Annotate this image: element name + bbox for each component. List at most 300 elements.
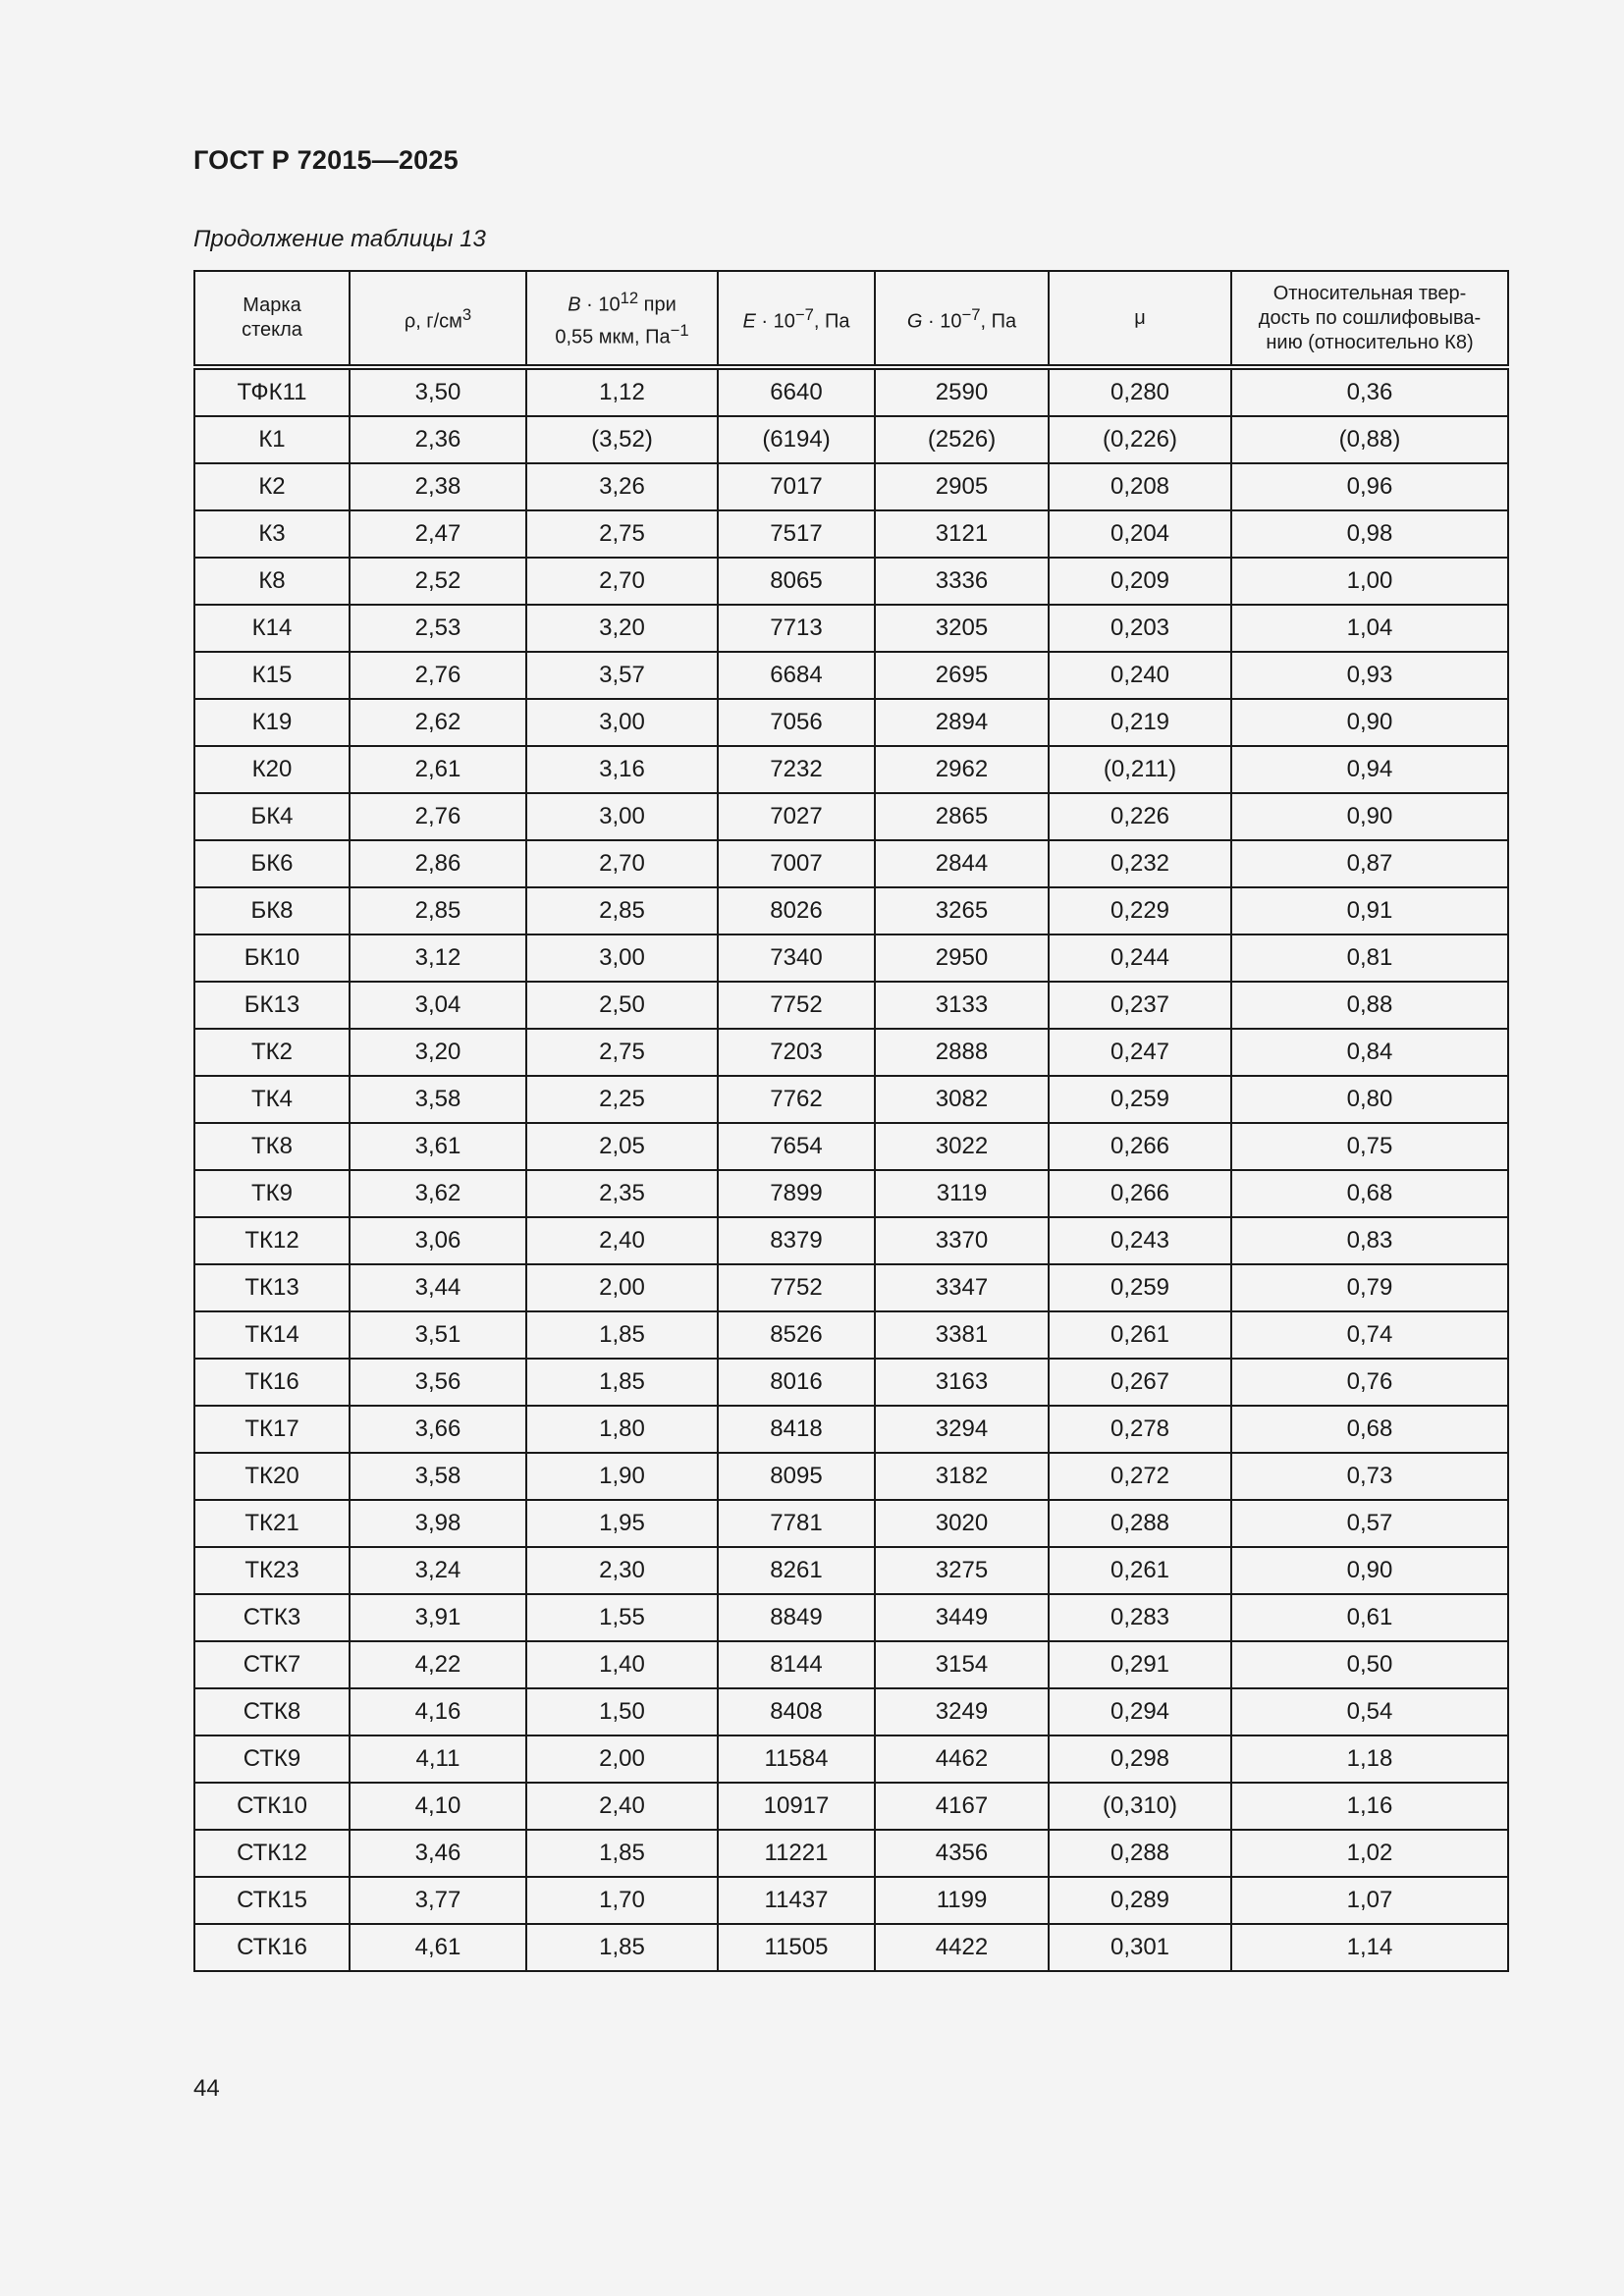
cell-photoelastic: 3,20 [526,605,718,652]
cell-density: 2,76 [350,652,526,699]
cell-relative-hardness: 0,50 [1231,1641,1508,1688]
col-header-text: Относительная твер- [1272,282,1467,304]
cell-relative-hardness: 0,68 [1231,1170,1508,1217]
cell-glass-grade: К15 [194,652,350,699]
cell-relative-hardness: 0,84 [1231,1029,1508,1076]
cell-photoelastic: 3,00 [526,793,718,840]
cell-young-modulus: 8418 [718,1406,875,1453]
cell-relative-hardness: 0,87 [1231,840,1508,887]
cell-photoelastic: 1,55 [526,1594,718,1641]
cell-poisson: 0,283 [1049,1594,1231,1641]
cell-shear-modulus: 3205 [875,605,1049,652]
cell-glass-grade: ТК17 [194,1406,350,1453]
cell-shear-modulus: 2865 [875,793,1049,840]
cell-poisson: 0,278 [1049,1406,1231,1453]
col-header-text: стекла [242,319,302,341]
table-row [194,840,1508,887]
cell-glass-grade: БК4 [194,793,350,840]
page-number: 44 [193,2075,220,2102]
table-row [194,558,1508,605]
cell-density: 3,04 [350,982,526,1029]
cell-glass-grade: ТК21 [194,1500,350,1547]
cell-relative-hardness: 0,98 [1231,510,1508,558]
cell-photoelastic: 2,70 [526,558,718,605]
cell-young-modulus: 8261 [718,1547,875,1594]
cell-photoelastic: (3,52) [526,416,718,463]
cell-density: 2,52 [350,558,526,605]
cell-shear-modulus: 3163 [875,1359,1049,1406]
cell-relative-hardness: 0,61 [1231,1594,1508,1641]
cell-poisson: 0,289 [1049,1877,1231,1924]
cell-shear-modulus: 2695 [875,652,1049,699]
table-row [194,1735,1508,1783]
col-header-text: μ [1134,306,1146,329]
cell-young-modulus: 8379 [718,1217,875,1264]
cell-young-modulus: 8144 [718,1641,875,1688]
cell-glass-grade: БК13 [194,982,350,1029]
cell-young-modulus: 8849 [718,1594,875,1641]
cell-relative-hardness: 0,91 [1231,887,1508,934]
table-row [194,1641,1508,1688]
cell-young-modulus: 10917 [718,1783,875,1830]
cell-shear-modulus: 1199 [875,1877,1049,1924]
cell-glass-grade: СТК15 [194,1877,350,1924]
col-header-text: · 10 [580,294,621,316]
cell-photoelastic: 1,85 [526,1359,718,1406]
cell-poisson: 0,237 [1049,982,1231,1029]
cell-glass-grade: ТК23 [194,1547,350,1594]
cell-shear-modulus: 3449 [875,1594,1049,1641]
cell-young-modulus: 8408 [718,1688,875,1735]
cell-relative-hardness: 0,57 [1231,1500,1508,1547]
table-row [194,1783,1508,1830]
col-header-young-modulus [718,271,875,367]
cell-relative-hardness: 0,79 [1231,1264,1508,1311]
cell-shear-modulus: 4462 [875,1735,1049,1783]
cell-shear-modulus: 4422 [875,1924,1049,1971]
cell-glass-grade: БК6 [194,840,350,887]
cell-shear-modulus: 2590 [875,367,1049,416]
cell-photoelastic: 2,00 [526,1264,718,1311]
cell-poisson: 0,208 [1049,463,1231,510]
cell-density: 4,10 [350,1783,526,1830]
cell-young-modulus: 6684 [718,652,875,699]
table-row [194,1688,1508,1735]
cell-density: 3,44 [350,1264,526,1311]
cell-glass-grade: К19 [194,699,350,746]
cell-relative-hardness: 0,96 [1231,463,1508,510]
cell-young-modulus: 8095 [718,1453,875,1500]
col-header-var: B [568,294,581,316]
cell-relative-hardness: 0,93 [1231,652,1508,699]
cell-relative-hardness: 1,07 [1231,1877,1508,1924]
cell-glass-grade: К14 [194,605,350,652]
cell-shear-modulus: 3119 [875,1170,1049,1217]
cell-density: 3,12 [350,934,526,982]
cell-young-modulus: 8016 [718,1359,875,1406]
cell-density: 2,61 [350,746,526,793]
table-row [194,1406,1508,1453]
col-header-var: E [742,310,756,333]
cell-density: 3,91 [350,1594,526,1641]
cell-shear-modulus: 3370 [875,1217,1049,1264]
cell-poisson: (0,226) [1049,416,1231,463]
cell-glass-grade: СТК3 [194,1594,350,1641]
cell-young-modulus: 8526 [718,1311,875,1359]
cell-density: 3,61 [350,1123,526,1170]
cell-relative-hardness: 0,54 [1231,1688,1508,1735]
cell-shear-modulus: (2526) [875,416,1049,463]
cell-relative-hardness: 0,76 [1231,1359,1508,1406]
cell-poisson: 0,294 [1049,1688,1231,1735]
cell-shear-modulus: 3133 [875,982,1049,1029]
cell-density: 2,85 [350,887,526,934]
table-row [194,367,1508,416]
cell-young-modulus: 11437 [718,1877,875,1924]
cell-density: 4,16 [350,1688,526,1735]
cell-photoelastic: 3,57 [526,652,718,699]
cell-photoelastic: 1,95 [526,1500,718,1547]
cell-photoelastic: 2,05 [526,1123,718,1170]
cell-poisson: 0,259 [1049,1076,1231,1123]
cell-poisson: 0,226 [1049,793,1231,840]
cell-density: 3,06 [350,1217,526,1264]
cell-young-modulus: 11505 [718,1924,875,1971]
table-row [194,416,1508,463]
cell-poisson: 0,232 [1049,840,1231,887]
cell-glass-grade: ТК14 [194,1311,350,1359]
cell-relative-hardness: 0,73 [1231,1453,1508,1500]
cell-relative-hardness: 0,68 [1231,1406,1508,1453]
cell-poisson: 0,219 [1049,699,1231,746]
cell-relative-hardness: 0,80 [1231,1076,1508,1123]
cell-relative-hardness: 0,36 [1231,367,1508,416]
table-row [194,652,1508,699]
table-row [194,1170,1508,1217]
cell-shear-modulus: 2894 [875,699,1049,746]
table-row [194,1264,1508,1311]
cell-poisson: 0,267 [1049,1359,1231,1406]
cell-photoelastic: 2,75 [526,1029,718,1076]
cell-poisson: 0,280 [1049,367,1231,416]
cell-relative-hardness: 0,90 [1231,793,1508,840]
col-header-text: Марка [243,294,301,316]
cell-photoelastic: 3,00 [526,699,718,746]
cell-density: 2,38 [350,463,526,510]
cell-density: 3,24 [350,1547,526,1594]
table-row [194,1500,1508,1547]
cell-poisson: 0,203 [1049,605,1231,652]
col-header-sup: −7 [794,304,814,324]
table-row [194,1830,1508,1877]
cell-glass-grade: СТК7 [194,1641,350,1688]
cell-photoelastic: 1,80 [526,1406,718,1453]
table-row [194,510,1508,558]
cell-shear-modulus: 3182 [875,1453,1049,1500]
cell-density: 2,62 [350,699,526,746]
cell-relative-hardness: 1,04 [1231,605,1508,652]
cell-young-modulus: 7203 [718,1029,875,1076]
cell-photoelastic: 1,40 [526,1641,718,1688]
cell-density: 2,53 [350,605,526,652]
cell-poisson: 0,272 [1049,1453,1231,1500]
cell-density: 3,50 [350,367,526,416]
cell-shear-modulus: 3381 [875,1311,1049,1359]
col-header-sup: 12 [620,289,639,308]
cell-density: 3,58 [350,1453,526,1500]
col-header-sup: −1 [670,321,689,340]
cell-young-modulus: 11221 [718,1830,875,1877]
cell-relative-hardness: 0,94 [1231,746,1508,793]
table-row [194,1547,1508,1594]
cell-young-modulus: 7027 [718,793,875,840]
cell-density: 3,66 [350,1406,526,1453]
cell-young-modulus: (6194) [718,416,875,463]
col-header-relative-hardness [1231,271,1508,367]
table-row [194,1029,1508,1076]
cell-density: 3,20 [350,1029,526,1076]
cell-poisson: 0,291 [1049,1641,1231,1688]
col-header-glass-grade [194,271,350,367]
cell-glass-grade: ТК13 [194,1264,350,1311]
cell-relative-hardness: 0,81 [1231,934,1508,982]
col-header-poisson [1049,271,1231,367]
document-title: ГОСТ Р 72015—2025 [193,145,459,175]
cell-photoelastic: 2,40 [526,1783,718,1830]
col-header-text: · 10 [755,310,795,333]
cell-photoelastic: 2,70 [526,840,718,887]
table-row [194,1594,1508,1641]
col-header-sup: 3 [461,304,472,324]
cell-density: 3,56 [350,1359,526,1406]
col-header-density [350,271,526,367]
cell-shear-modulus: 3121 [875,510,1049,558]
table-row [194,699,1508,746]
cell-relative-hardness: 1,00 [1231,558,1508,605]
cell-poisson: 0,244 [1049,934,1231,982]
cell-young-modulus: 7007 [718,840,875,887]
cell-relative-hardness: 0,90 [1231,1547,1508,1594]
table-header-row [194,271,1508,367]
cell-relative-hardness: 1,14 [1231,1924,1508,1971]
cell-shear-modulus: 3265 [875,887,1049,934]
table-row [194,1924,1508,1971]
cell-photoelastic: 3,26 [526,463,718,510]
cell-photoelastic: 2,50 [526,982,718,1029]
cell-poisson: 0,229 [1049,887,1231,934]
cell-young-modulus: 6640 [718,367,875,416]
cell-glass-grade: ТК20 [194,1453,350,1500]
table-row [194,1076,1508,1123]
cell-relative-hardness: 0,88 [1231,982,1508,1029]
table-row [194,1877,1508,1924]
cell-young-modulus: 8026 [718,887,875,934]
cell-shear-modulus: 3154 [875,1641,1049,1688]
cell-density: 2,76 [350,793,526,840]
cell-density: 3,77 [350,1877,526,1924]
glass-properties-table [193,270,1509,1972]
cell-photoelastic: 1,85 [526,1311,718,1359]
cell-glass-grade: БК8 [194,887,350,934]
cell-glass-grade: К2 [194,463,350,510]
cell-poisson: (0,310) [1049,1783,1231,1830]
cell-poisson: 0,247 [1049,1029,1231,1076]
cell-poisson: 0,288 [1049,1500,1231,1547]
cell-density: 3,51 [350,1311,526,1359]
cell-glass-grade: ТК2 [194,1029,350,1076]
cell-density: 4,11 [350,1735,526,1783]
cell-photoelastic: 2,40 [526,1217,718,1264]
cell-shear-modulus: 3020 [875,1500,1049,1547]
cell-young-modulus: 7232 [718,746,875,793]
cell-young-modulus: 7752 [718,982,875,1029]
cell-glass-grade: ТК16 [194,1359,350,1406]
table-body [194,367,1508,1971]
col-header-text: · 10 [922,310,962,333]
cell-photoelastic: 3,16 [526,746,718,793]
cell-density: 4,61 [350,1924,526,1971]
cell-glass-grade: ТК8 [194,1123,350,1170]
col-header-text: 0,55 мкм, Па [555,326,671,348]
cell-poisson: 0,259 [1049,1264,1231,1311]
cell-density: 2,47 [350,510,526,558]
cell-glass-grade: СТК12 [194,1830,350,1877]
cell-shear-modulus: 2962 [875,746,1049,793]
cell-poisson: 0,266 [1049,1170,1231,1217]
col-header-shear-modulus [875,271,1049,367]
cell-young-modulus: 7017 [718,463,875,510]
cell-poisson: 0,204 [1049,510,1231,558]
cell-photoelastic: 2,25 [526,1076,718,1123]
cell-density: 3,58 [350,1076,526,1123]
cell-relative-hardness: (0,88) [1231,416,1508,463]
cell-glass-grade: СТК10 [194,1783,350,1830]
cell-poisson: 0,266 [1049,1123,1231,1170]
cell-photoelastic: 1,85 [526,1830,718,1877]
cell-shear-modulus: 2888 [875,1029,1049,1076]
cell-relative-hardness: 0,83 [1231,1217,1508,1264]
table-row [194,887,1508,934]
cell-glass-grade: К8 [194,558,350,605]
cell-young-modulus: 7781 [718,1500,875,1547]
cell-glass-grade: К3 [194,510,350,558]
cell-shear-modulus: 3022 [875,1123,1049,1170]
cell-young-modulus: 7654 [718,1123,875,1170]
cell-relative-hardness: 1,16 [1231,1783,1508,1830]
cell-shear-modulus: 3336 [875,558,1049,605]
col-header-text: , Па [980,310,1017,333]
cell-poisson: 0,261 [1049,1547,1231,1594]
cell-shear-modulus: 4356 [875,1830,1049,1877]
cell-photoelastic: 1,90 [526,1453,718,1500]
cell-young-modulus: 7762 [718,1076,875,1123]
col-header-text: нию (относительно К8) [1266,331,1474,353]
cell-photoelastic: 2,00 [526,1735,718,1783]
table-row [194,605,1508,652]
cell-young-modulus: 8065 [718,558,875,605]
table-row [194,793,1508,840]
cell-shear-modulus: 3249 [875,1688,1049,1735]
cell-shear-modulus: 2950 [875,934,1049,982]
cell-glass-grade: ТК12 [194,1217,350,1264]
cell-poisson: 0,240 [1049,652,1231,699]
cell-density: 4,22 [350,1641,526,1688]
cell-poisson: 0,288 [1049,1830,1231,1877]
cell-young-modulus: 11584 [718,1735,875,1783]
cell-photoelastic: 2,35 [526,1170,718,1217]
cell-density: 3,62 [350,1170,526,1217]
cell-density: 2,86 [350,840,526,887]
cell-density: 3,46 [350,1830,526,1877]
cell-relative-hardness: 0,90 [1231,699,1508,746]
col-header-var: G [906,310,923,333]
cell-density: 3,98 [350,1500,526,1547]
cell-poisson: 0,209 [1049,558,1231,605]
cell-photoelastic: 1,50 [526,1688,718,1735]
table-row [194,1359,1508,1406]
cell-shear-modulus: 4167 [875,1783,1049,1830]
cell-young-modulus: 7713 [718,605,875,652]
cell-relative-hardness: 0,75 [1231,1123,1508,1170]
cell-glass-grade: К20 [194,746,350,793]
cell-shear-modulus: 2905 [875,463,1049,510]
cell-poisson: 0,298 [1049,1735,1231,1783]
table-row [194,1217,1508,1264]
col-header-text: дость по сошлифовыва- [1258,306,1482,329]
table-row [194,1311,1508,1359]
table-row [194,982,1508,1029]
cell-glass-grade: СТК16 [194,1924,350,1971]
cell-young-modulus: 7899 [718,1170,875,1217]
cell-young-modulus: 7340 [718,934,875,982]
cell-density: 2,36 [350,416,526,463]
cell-photoelastic: 1,85 [526,1924,718,1971]
cell-photoelastic: 1,70 [526,1877,718,1924]
cell-glass-grade: СТК9 [194,1735,350,1783]
cell-glass-grade: ТК9 [194,1170,350,1217]
cell-photoelastic: 2,85 [526,887,718,934]
table-row [194,746,1508,793]
cell-shear-modulus: 2844 [875,840,1049,887]
cell-photoelastic: 1,12 [526,367,718,416]
cell-photoelastic: 2,75 [526,510,718,558]
cell-shear-modulus: 3275 [875,1547,1049,1594]
table-row [194,1123,1508,1170]
cell-shear-modulus: 3347 [875,1264,1049,1311]
cell-shear-modulus: 3294 [875,1406,1049,1453]
col-header-photoelastic [526,271,718,367]
cell-photoelastic: 3,00 [526,934,718,982]
cell-relative-hardness: 1,18 [1231,1735,1508,1783]
cell-shear-modulus: 3082 [875,1076,1049,1123]
cell-poisson: (0,211) [1049,746,1231,793]
cell-relative-hardness: 1,02 [1231,1830,1508,1877]
cell-glass-grade: ТК4 [194,1076,350,1123]
cell-poisson: 0,243 [1049,1217,1231,1264]
col-header-text: при [638,294,677,316]
table-row [194,463,1508,510]
cell-relative-hardness: 0,74 [1231,1311,1508,1359]
cell-young-modulus: 7517 [718,510,875,558]
table-row [194,1453,1508,1500]
cell-poisson: 0,261 [1049,1311,1231,1359]
table-row [194,934,1508,982]
cell-glass-grade: ТФК11 [194,367,350,416]
cell-glass-grade: БК10 [194,934,350,982]
cell-photoelastic: 2,30 [526,1547,718,1594]
cell-glass-grade: К1 [194,416,350,463]
cell-glass-grade: СТК8 [194,1688,350,1735]
